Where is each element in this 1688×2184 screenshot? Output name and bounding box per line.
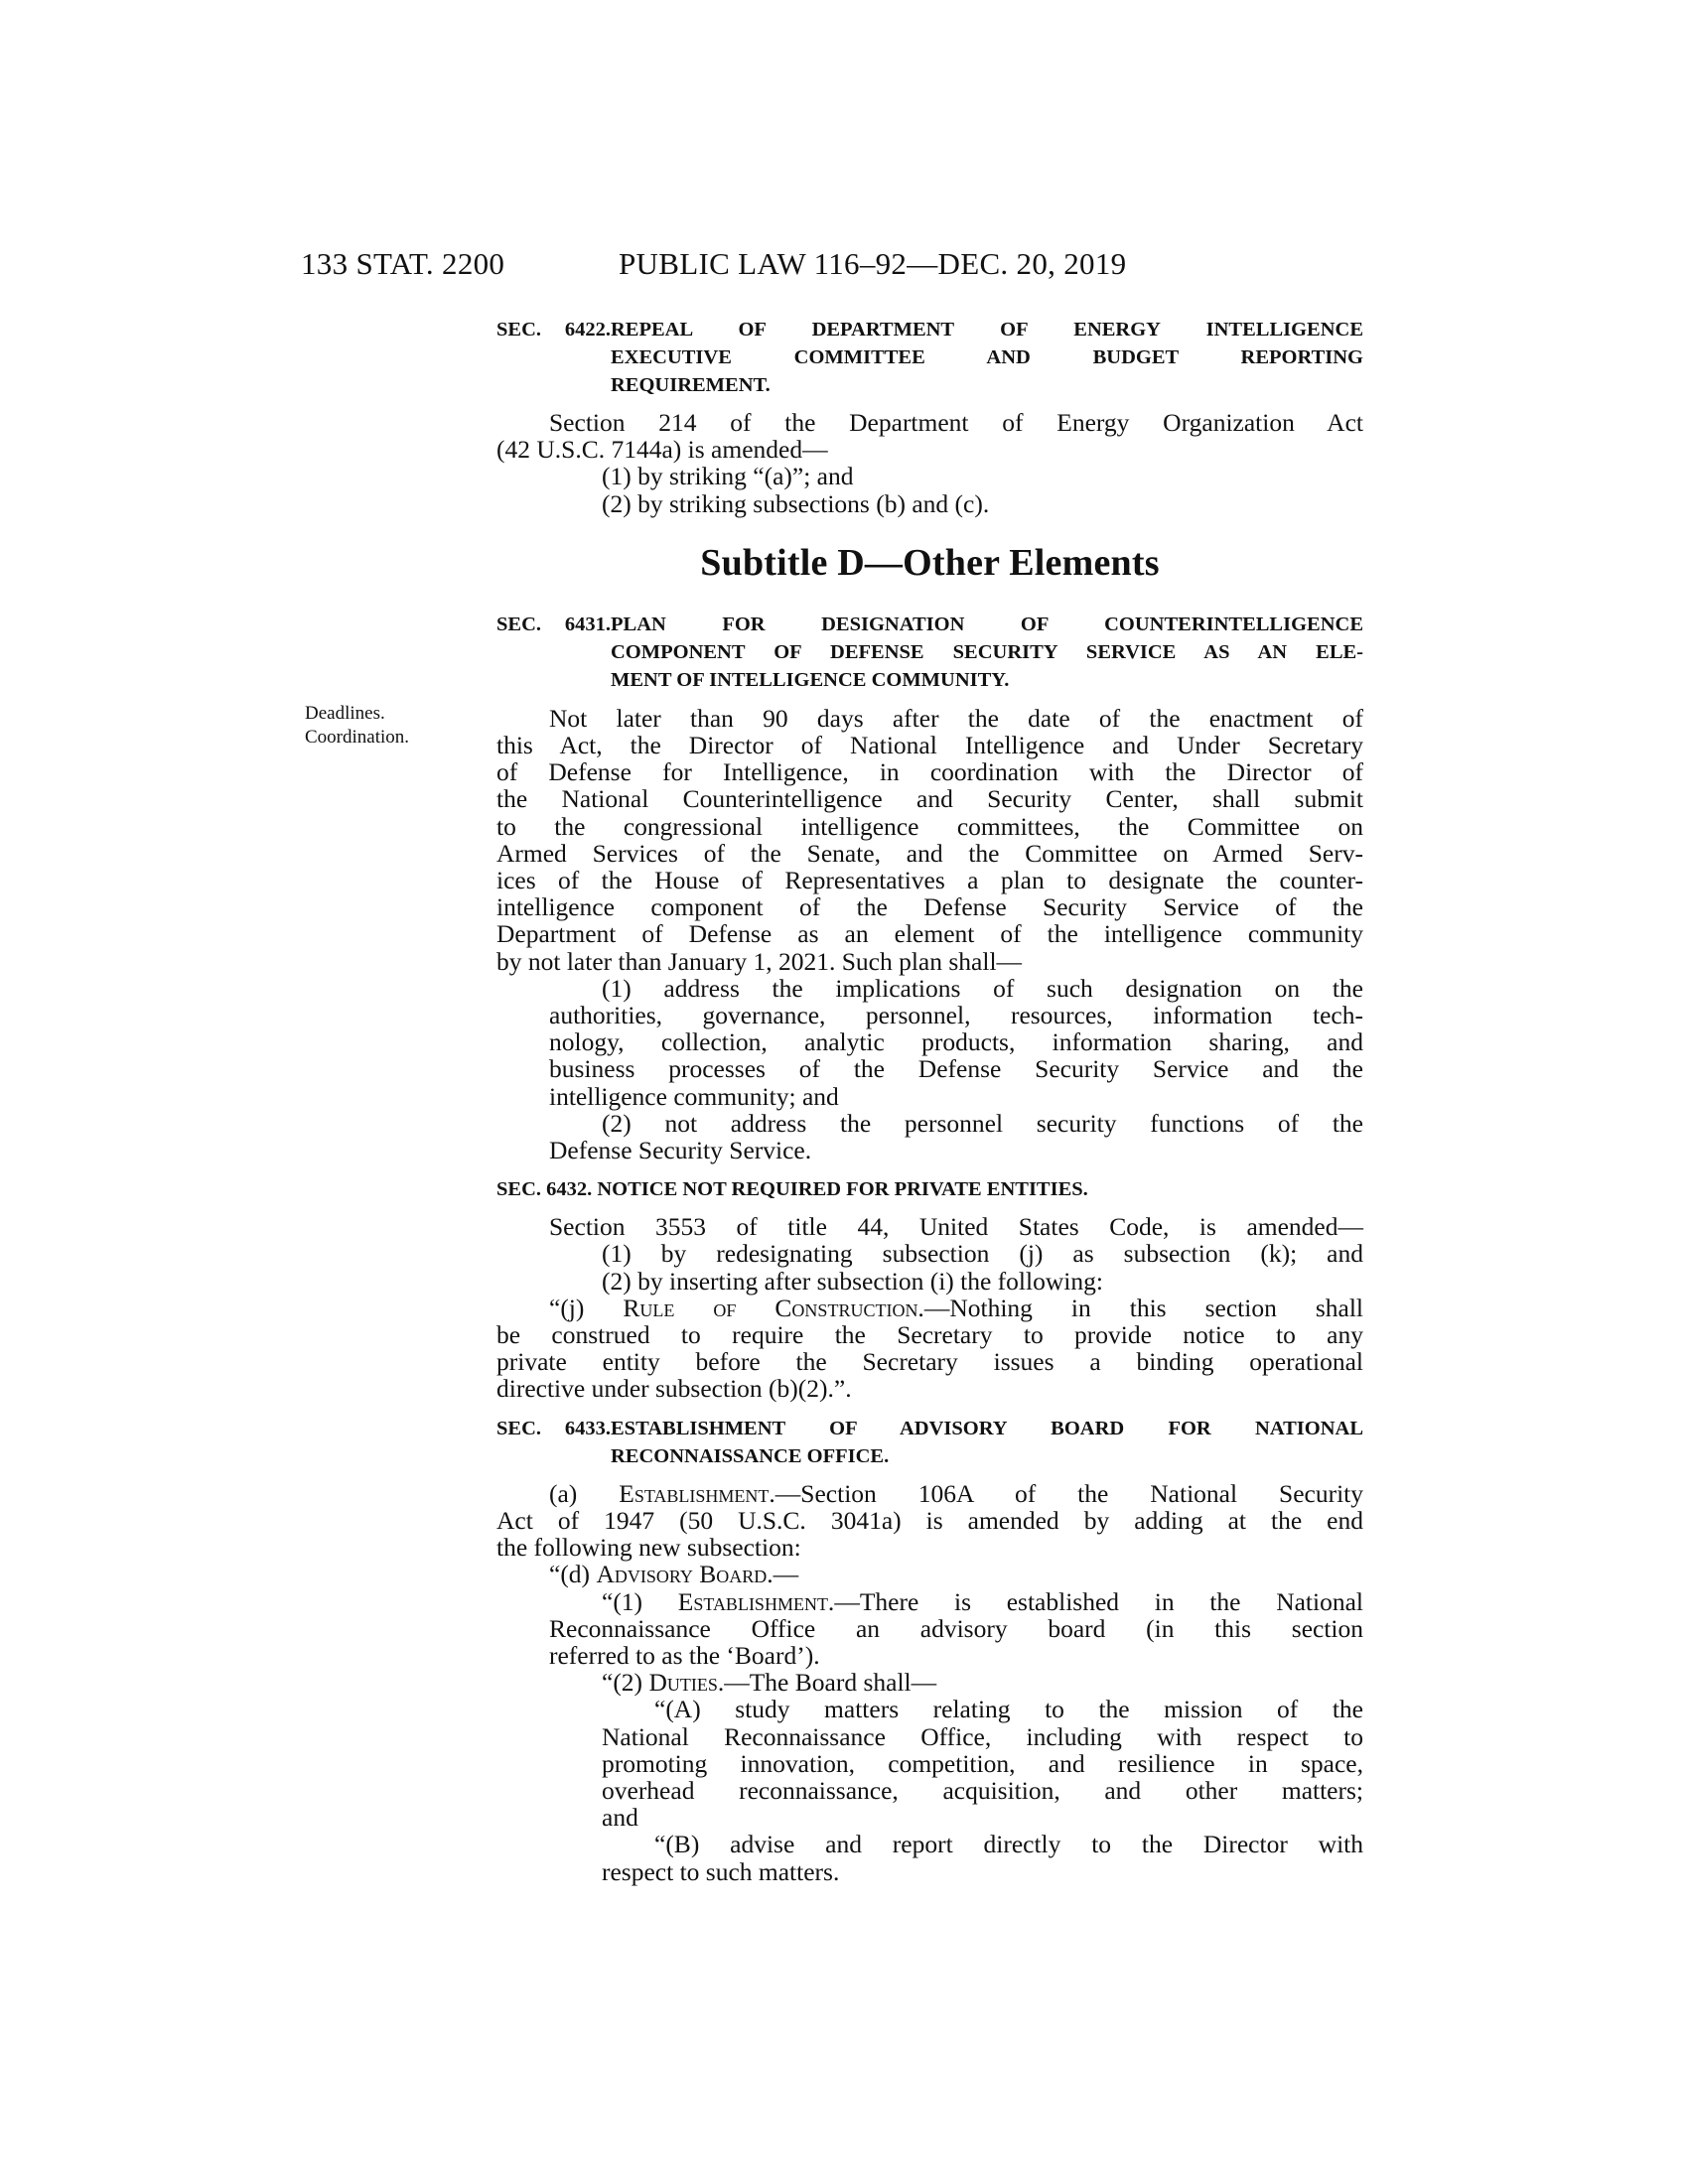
- list-item: (2) by inserting after subsection (i) the following:: [602, 1266, 1103, 1296]
- body-line: (42 U.S.C. 7144a) is amended—: [496, 435, 828, 465]
- body-line: Not later than 90 days after the date of the enactment of: [549, 703, 1363, 733]
- subparagraph-line: overhead reconnaissance, acquisition, and other matters;: [602, 1775, 1363, 1805]
- subparagraph-line: respect to such matters.: [602, 1856, 840, 1886]
- margin-note: [305, 702, 409, 750]
- inline-text: —The Board shall—: [724, 1668, 937, 1698]
- body-line: Section 214 of the Department of Energy Organization Act: [549, 408, 1363, 437]
- subparagraph-line: “(A) study matters relating to the mission of the: [654, 1695, 1363, 1724]
- body-line: ices of the House of Representatives a plan to designate the counter-: [496, 866, 1363, 895]
- section-title-line: EXECUTIVE COMMITTEE AND BUDGET REPORTING: [611, 346, 1363, 368]
- body-line: intelligence component of the Defense Security Service of the: [496, 892, 1363, 922]
- body-line: directive under subsection (b)(2).”.: [496, 1374, 852, 1404]
- inline-text: —: [773, 1560, 799, 1589]
- section-6431-heading: [496, 611, 1363, 694]
- list-item-line: business processes of the Defense Security Service and the: [549, 1054, 1363, 1084]
- section-title-line: REPEAL OF DEPARTMENT OF ENERGY INTELLIGENCE: [611, 319, 1363, 341]
- section-number: SEC. 6433.: [496, 1417, 611, 1439]
- paragraph-number: “(2): [602, 1668, 643, 1698]
- quote-number: “(j): [549, 1293, 585, 1322]
- inline-heading: Establishment.: [619, 1478, 775, 1508]
- paragraph-number: “(1): [602, 1586, 643, 1616]
- body-line: of Defense for Intelligence, in coordination with the Director of: [496, 757, 1363, 787]
- subparagraph-line: and: [602, 1803, 638, 1833]
- subparagraph-line: National Reconnaissance Office, including with respect to: [602, 1721, 1363, 1751]
- list-item-line: Defense Security Service.: [549, 1136, 812, 1165]
- body-line: Reconnaissance Office an advisory board (in this section: [549, 1613, 1363, 1643]
- section-6422-heading: [496, 316, 1363, 399]
- body-line: the National Counterintelligence and Security Center, shall submit: [496, 784, 1363, 814]
- body-line: this Act, the Director of National Intelligence and Under Secretary: [496, 731, 1363, 760]
- body-line: private entity before the Secretary issues a binding operational: [496, 1347, 1363, 1377]
- margin-note-coordination: Coordination.: [305, 727, 410, 748]
- list-item-line: authorities, governance, personnel, resources, information tech-: [549, 1001, 1363, 1030]
- subtitle-heading: Subtitle D—Other Elements: [700, 541, 1160, 584]
- subsection-line: [496, 1480, 1363, 1507]
- body-line: Armed Services of the Senate, and the Committee on Armed Serv-: [496, 838, 1363, 868]
- body-line: Act of 1947 (50 U.S.C. 3041a) is amended by adding at the end: [496, 1505, 1363, 1535]
- list-item: (1) by redesignating subsection (j) as subsection (k); and: [602, 1239, 1363, 1269]
- inline-text: —Section 106A of the National Security: [774, 1478, 1364, 1508]
- subparagraph-line: “(B) advise and report directly to the Director with: [654, 1830, 1363, 1859]
- list-item: (1) by striking “(a)”; and: [602, 462, 854, 491]
- section-title-line: ESTABLISHMENT OF ADVISORY BOARD FOR NATIONAL: [611, 1417, 1363, 1439]
- page-header: [301, 246, 1363, 290]
- section-6432-body: [496, 1213, 1363, 1402]
- body-line: Section 3553 of title 44, United States Code, is amended—: [549, 1212, 1363, 1242]
- body-line: the following new subsection:: [496, 1533, 801, 1563]
- list-item-line: intelligence community; and: [549, 1081, 839, 1111]
- stat-page-number: 133 STAT. 2200: [301, 246, 505, 281]
- inline-heading: Advisory Board.: [596, 1560, 774, 1589]
- body-line: by not later than January 1, 2021. Such plan shall—: [496, 946, 1023, 976]
- running-head: PUBLIC LAW 116–92—DEC. 20, 2019: [619, 246, 1127, 281]
- list-item-line: nology, collection, analytic products, information sharing, and: [549, 1027, 1363, 1057]
- body-line: referred to as the ‘Board’).: [549, 1640, 820, 1670]
- section-6433-body: [496, 1480, 1363, 1885]
- section-title-line: COMPONENT OF DEFENSE SECURITY SERVICE AS AN ELE-: [611, 640, 1363, 663]
- section-number: SEC. 6422.: [496, 319, 611, 341]
- list-item-line: (2) not address the personnel security functions of the: [602, 1108, 1363, 1138]
- section-number: SEC. 6431.: [496, 613, 611, 635]
- section-6422-body: [496, 409, 1363, 517]
- paragraph-line: [549, 1588, 1363, 1615]
- section-title-line: MENT OF INTELLIGENCE COMMUNITY.: [611, 668, 1010, 691]
- subsection-number: “(d): [549, 1560, 591, 1589]
- subsection-line: [496, 1561, 1363, 1587]
- body-line: Department of Defense as an element of the intelligence community: [496, 919, 1363, 949]
- inline-heading: Duties.: [648, 1668, 725, 1698]
- section-title-line: PLAN FOR DESIGNATION OF COUNTERINTELLIGENCE: [611, 613, 1363, 635]
- inline-heading: Rule of Construction.: [623, 1293, 924, 1322]
- quoted-subsection-line: [496, 1295, 1363, 1321]
- subparagraph-line: promoting innovation, competition, and resilience in space,: [602, 1748, 1363, 1778]
- list-item: (2) by striking subsections (b) and (c).: [602, 488, 990, 518]
- section-6431-body: [496, 705, 1363, 1163]
- body-line: to the congressional intelligence committees, the Committee on: [496, 811, 1363, 841]
- section-6433-heading: [496, 1415, 1363, 1470]
- main-column: [496, 316, 1363, 1885]
- subsection-number: (a): [549, 1478, 578, 1508]
- section-6432-heading: SEC. 6432. NOTICE NOT REQUIRED FOR PRIVATE ENTITIES.: [496, 1178, 1088, 1201]
- inline-text: —Nothing in this section shall: [923, 1293, 1363, 1322]
- section-title-line: RECONNAISSANCE OFFICE.: [611, 1444, 890, 1467]
- inline-heading: Establishment.: [677, 1586, 835, 1616]
- body-line: be construed to require the Secretary to provide notice to any: [496, 1320, 1363, 1350]
- section-title-line: REQUIREMENT.: [611, 374, 771, 396]
- paragraph-line: [549, 1669, 1363, 1696]
- margin-note-deadlines: Deadlines.: [305, 703, 385, 724]
- inline-text: —There is established in the National: [834, 1586, 1364, 1616]
- list-item-line: (1) address the implications of such designation on the: [602, 973, 1363, 1003]
